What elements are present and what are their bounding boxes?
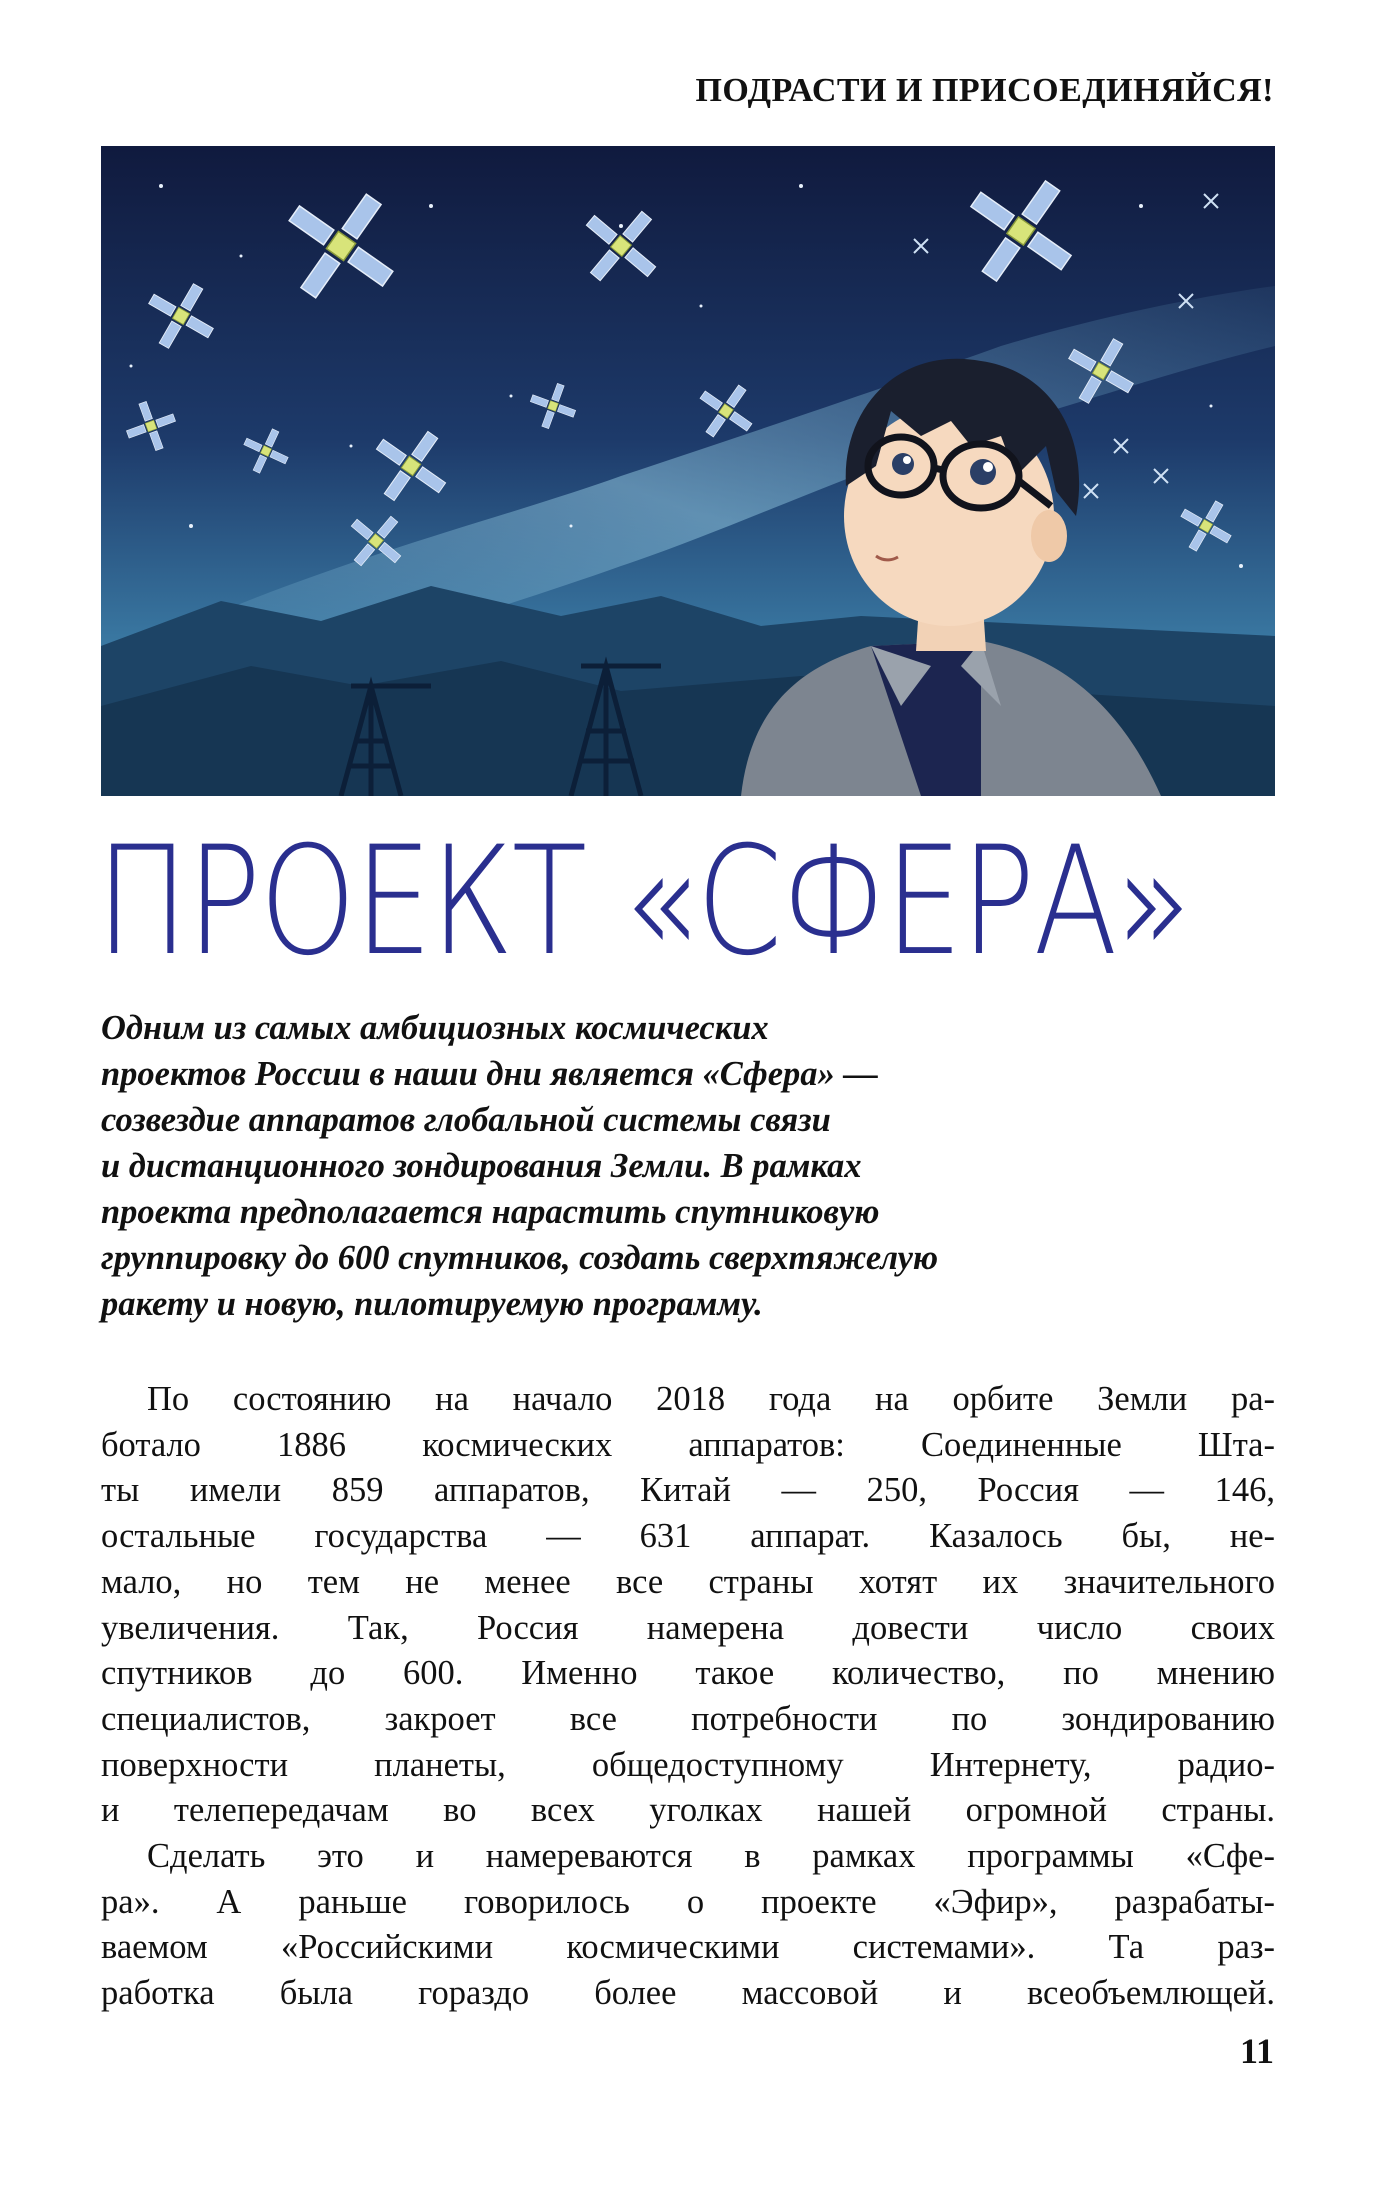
body-paragraph	[101, 1834, 1275, 2017]
body-line: работка была гораздо более массовой и всеобъемлющей.	[101, 1974, 1275, 2013]
body-line: ты имели 859 аппаратов, Китай — 250, Россия — 146,	[101, 1471, 1275, 1510]
page-number: 11	[1239, 2031, 1274, 2071]
body-line: специалистов, закроет все потребности по зондированию	[101, 1699, 1275, 1738]
body-line: мало, но тем не менее все страны хотят их значительного	[101, 1562, 1275, 1601]
lead-line: ракету и новую, пилотируемую программу.	[101, 1285, 763, 1323]
running-head: ПОДРАСТИ И ПРИСОЕДИНЯЙСЯ!	[695, 72, 1274, 109]
lead-line: проектов России в наши дни является «Сфера» —	[101, 1055, 878, 1093]
page-title: ПРОЕКТ «СФЕРА»	[96, 815, 1190, 989]
lead-line: Одним из самых амбициозных космических	[101, 1009, 769, 1047]
lead-line: созвездие аппаратов глобальной системы связи	[101, 1101, 831, 1139]
lead-line: группировку до 600 спутников, создать сверхтяжелую	[101, 1239, 939, 1277]
body-line: ботало 1886 космических аппаратов: Соединенные Шта-	[101, 1425, 1275, 1464]
body-line: По состоянию на начало 2018 года на орбите Земли ра-	[147, 1380, 1275, 1418]
body-line: ра». А раньше говорилось о проекте «Эфир», разрабаты-	[101, 1882, 1275, 1921]
body-line: увеличения. Так, Россия намерена довести число своих	[101, 1608, 1275, 1647]
lead-paragraph	[101, 1005, 1281, 1327]
body-line: поверхности планеты, общедоступному Интернету, радио-	[101, 1745, 1275, 1784]
body-line: и телепередачам во всех уголках нашей огромной страны.	[101, 1791, 1275, 1830]
illustration-boy-watching-satellites	[101, 146, 1275, 796]
body-line: Сделать это и намереваются в рамках программы «Сфе-	[147, 1837, 1275, 1876]
body-line: ваемом «Российскими космическими системами». Та раз-	[101, 1928, 1275, 1967]
body-paragraph	[101, 1377, 1275, 1834]
body-line: спутников до 600. Именно такое количество, по мнению	[101, 1654, 1275, 1693]
lead-line: проекта предполагается нарастить спутниковую	[101, 1193, 880, 1231]
lead-line: и дистанционного зондирования Земли. В рамках	[101, 1147, 862, 1185]
body-text	[101, 1377, 1275, 2017]
body-line: остальные государства — 631 аппарат. Казалось бы, не-	[101, 1517, 1275, 1556]
